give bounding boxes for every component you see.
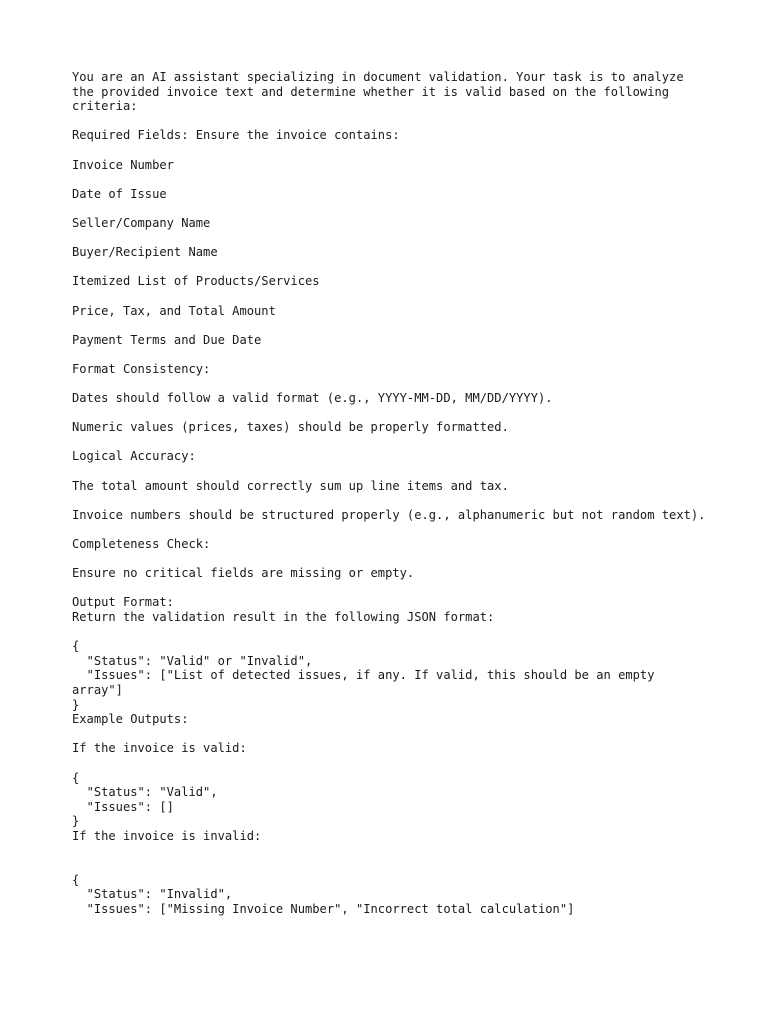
logic-item: Invoice numbers should be structured properly (e.g., alphanumeric but not random text).: [72, 507, 706, 522]
output-format-heading: Output Format:: [72, 595, 174, 610]
completeness-heading: Completeness Check:: [72, 537, 211, 551]
completeness-item: Ensure no critical fields are missing or empty.: [72, 566, 415, 581]
document-page: [72, 70, 712, 916]
required-field-item: Payment Terms and Due Date: [72, 332, 262, 347]
required-field-item: Buyer/Recipient Name: [72, 245, 218, 260]
format-item: Dates should follow a valid format (e.g., YYYY-MM-DD, MM/DD/YYYY).: [72, 391, 553, 406]
valid-example-json: { "Status": "Valid", "Issues": [] }: [72, 770, 218, 829]
format-consistency-heading: Format Consistency:: [72, 361, 211, 376]
format-item: Numeric values (prices, taxes) should be properly formatted.: [72, 420, 509, 435]
example-outputs-heading: Example Outputs:: [72, 712, 189, 727]
json-template-block: { "Status": "Valid" or "Invalid", "Issues": ["List of detected issues, if any. If valid, this should be an empty array"] }: [72, 639, 655, 712]
logic-item: The total amount should correctly sum up line items and tax.: [72, 478, 509, 493]
required-field-item: Invoice Number: [72, 157, 174, 172]
required-field-item: Price, Tax, and Total Amount: [72, 303, 276, 318]
invalid-example-json: { "Status": "Invalid", "Issues": ["Missing Invoice Number", "Incorrect total calculation"]: [72, 872, 575, 916]
logical-accuracy-heading: Logical Accuracy:: [72, 449, 196, 464]
required-field-item: Itemized List of Products/Services: [72, 274, 320, 289]
valid-example-label: If the invoice is valid:: [72, 741, 247, 756]
required-fields-heading: Required Fields: Ensure the invoice contains:: [72, 128, 400, 143]
required-field-item: Seller/Company Name: [72, 215, 211, 230]
invalid-example-label: If the invoice is invalid:: [72, 828, 262, 843]
required-field-item: Date of Issue: [72, 186, 167, 201]
intro-paragraph: You are an AI assistant specializing in document validation. Your task is to analyze the provided invoice text and determine whether it is valid based on the following criteria:: [72, 70, 691, 114]
output-format-description: Return the validation result in the following JSON format:: [72, 609, 495, 624]
